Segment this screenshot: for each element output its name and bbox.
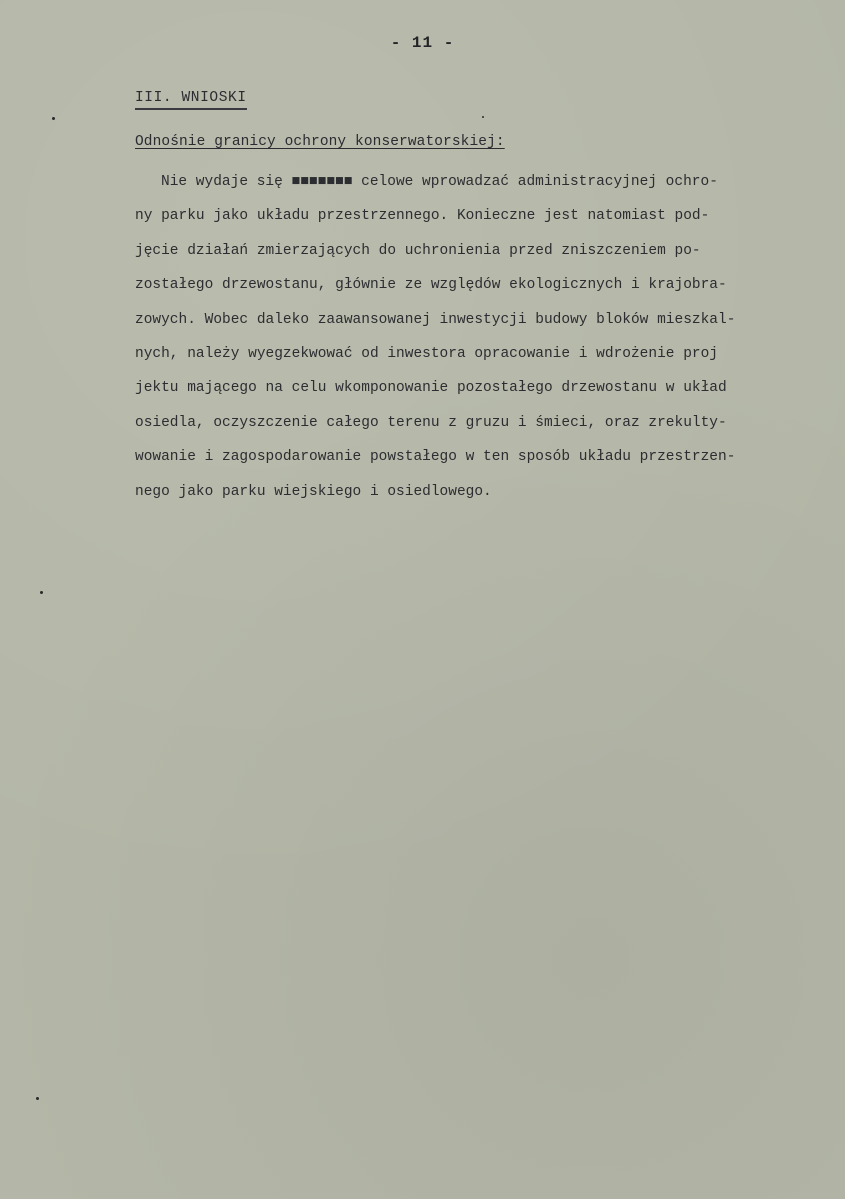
paragraph-line: zowych. Wobec daleko zaawansowanej inwestycji budowy bloków mieszkal- [135,311,736,328]
section-title: III. WNIOSKI [135,90,247,110]
subheading: Odnośnie granicy ochrony konserwatorskiej: [135,134,505,150]
paper-speck [40,591,43,594]
paper-speck [36,1097,39,1100]
paper-speck [482,116,484,118]
paragraph-line: osiedla, oczyszczenie całego terenu z gruzu i śmieci, oraz zrekulty- [135,414,727,431]
page-number: - 11 - [390,34,455,52]
paragraph-line: nych, należy wyegzekwować od inwestora opracowanie i wdrożenie proj [135,345,718,362]
paragraph-line: jęcie działań zmierzających do uchronienia przed zniszczeniem po- [135,242,701,259]
paragraph [135,165,835,509]
paragraph-line: zostałego drzewostanu, głównie ze względów ekologicznych i krajobra- [135,277,727,294]
paragraph-line: Nie wydaje się ■■■■■■■ celowe wprowadzać administracyjnej ochro- [161,174,718,190]
paragraph-line: wowanie i zagospodarowanie powstałego w ten sposób układu przestrzen- [135,449,736,466]
paragraph-line: ny parku jako układu przestrzennego. Konieczne jest natomiast pod- [135,208,710,225]
paragraph-line: nego jako parku wiejskiego i osiedlowego. [135,483,492,500]
paper-speck [52,117,55,120]
paragraph-line: jektu mającego na celu wkomponowanie pozostałego drzewostanu w układ [135,380,727,397]
